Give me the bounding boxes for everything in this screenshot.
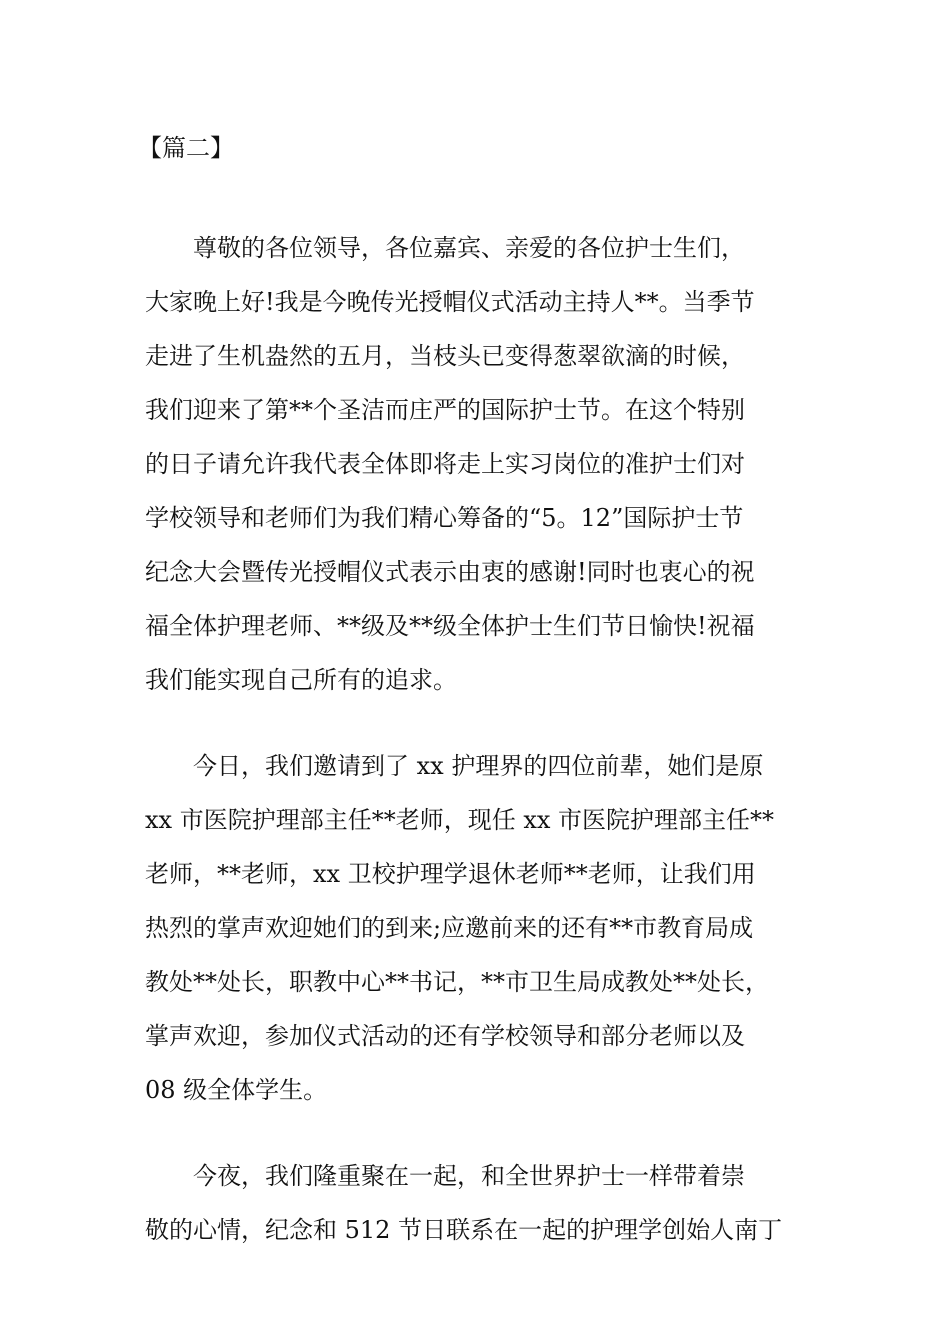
text-line: 今夜，我们隆重聚在一起，和全世界护士一样带着崇: [145, 1162, 745, 1190]
text-line: 教处**处长，职教中心**书记，**市卫生局成教处**处长，: [145, 968, 769, 996]
text-line: 走进了生机盎然的五月，当枝头已变得葱翠欲滴的时候，: [145, 342, 745, 370]
section-heading: 【篇二】: [138, 134, 234, 162]
text-line: 我们迎来了第**个圣洁而庄严的国际护士节。在这个特别: [145, 396, 745, 424]
text-line: xx 市医院护理部主任**老师，现任 xx 市医院护理部主任**: [145, 806, 775, 834]
text-line: 纪念大会暨传光授帽仪式表示由衷的感谢!同时也衷心的祝: [145, 558, 755, 586]
text-line: 敬的心情，纪念和 512 节日联系在一起的护理学创始人南丁: [145, 1216, 783, 1244]
text-line: 热烈的掌声欢迎她们的到来;应邀前来的还有**市教育局成: [145, 914, 754, 942]
text-line: 今日，我们邀请到了 xx 护理界的四位前辈，她们是原: [145, 752, 764, 780]
text-line: 掌声欢迎，参加仪式活动的还有学校领导和部分老师以及: [145, 1022, 745, 1050]
text-line: 福全体护理老师、**级及**级全体护士生们节日愉快!祝福: [145, 612, 755, 640]
text-line: 学校领导和老师们为我们精心筹备的“5。12”国际护士节: [145, 504, 744, 532]
text-line: 08 级全体学生。: [145, 1076, 328, 1104]
text-line: 大家晚上好!我是今晚传光授帽仪式活动主持人**。当季节: [145, 288, 755, 316]
text-line: 老师，**老师，xx 卫校护理学退休老师**老师，让我们用: [145, 860, 756, 888]
text-line: 我们能实现自己所有的追求。: [145, 666, 457, 694]
text-line: 尊敬的各位领导，各位嘉宾、亲爱的各位护士生们，: [145, 234, 745, 262]
text-line: 的日子请允许我代表全体即将走上实习岗位的准护士们对: [145, 450, 745, 478]
